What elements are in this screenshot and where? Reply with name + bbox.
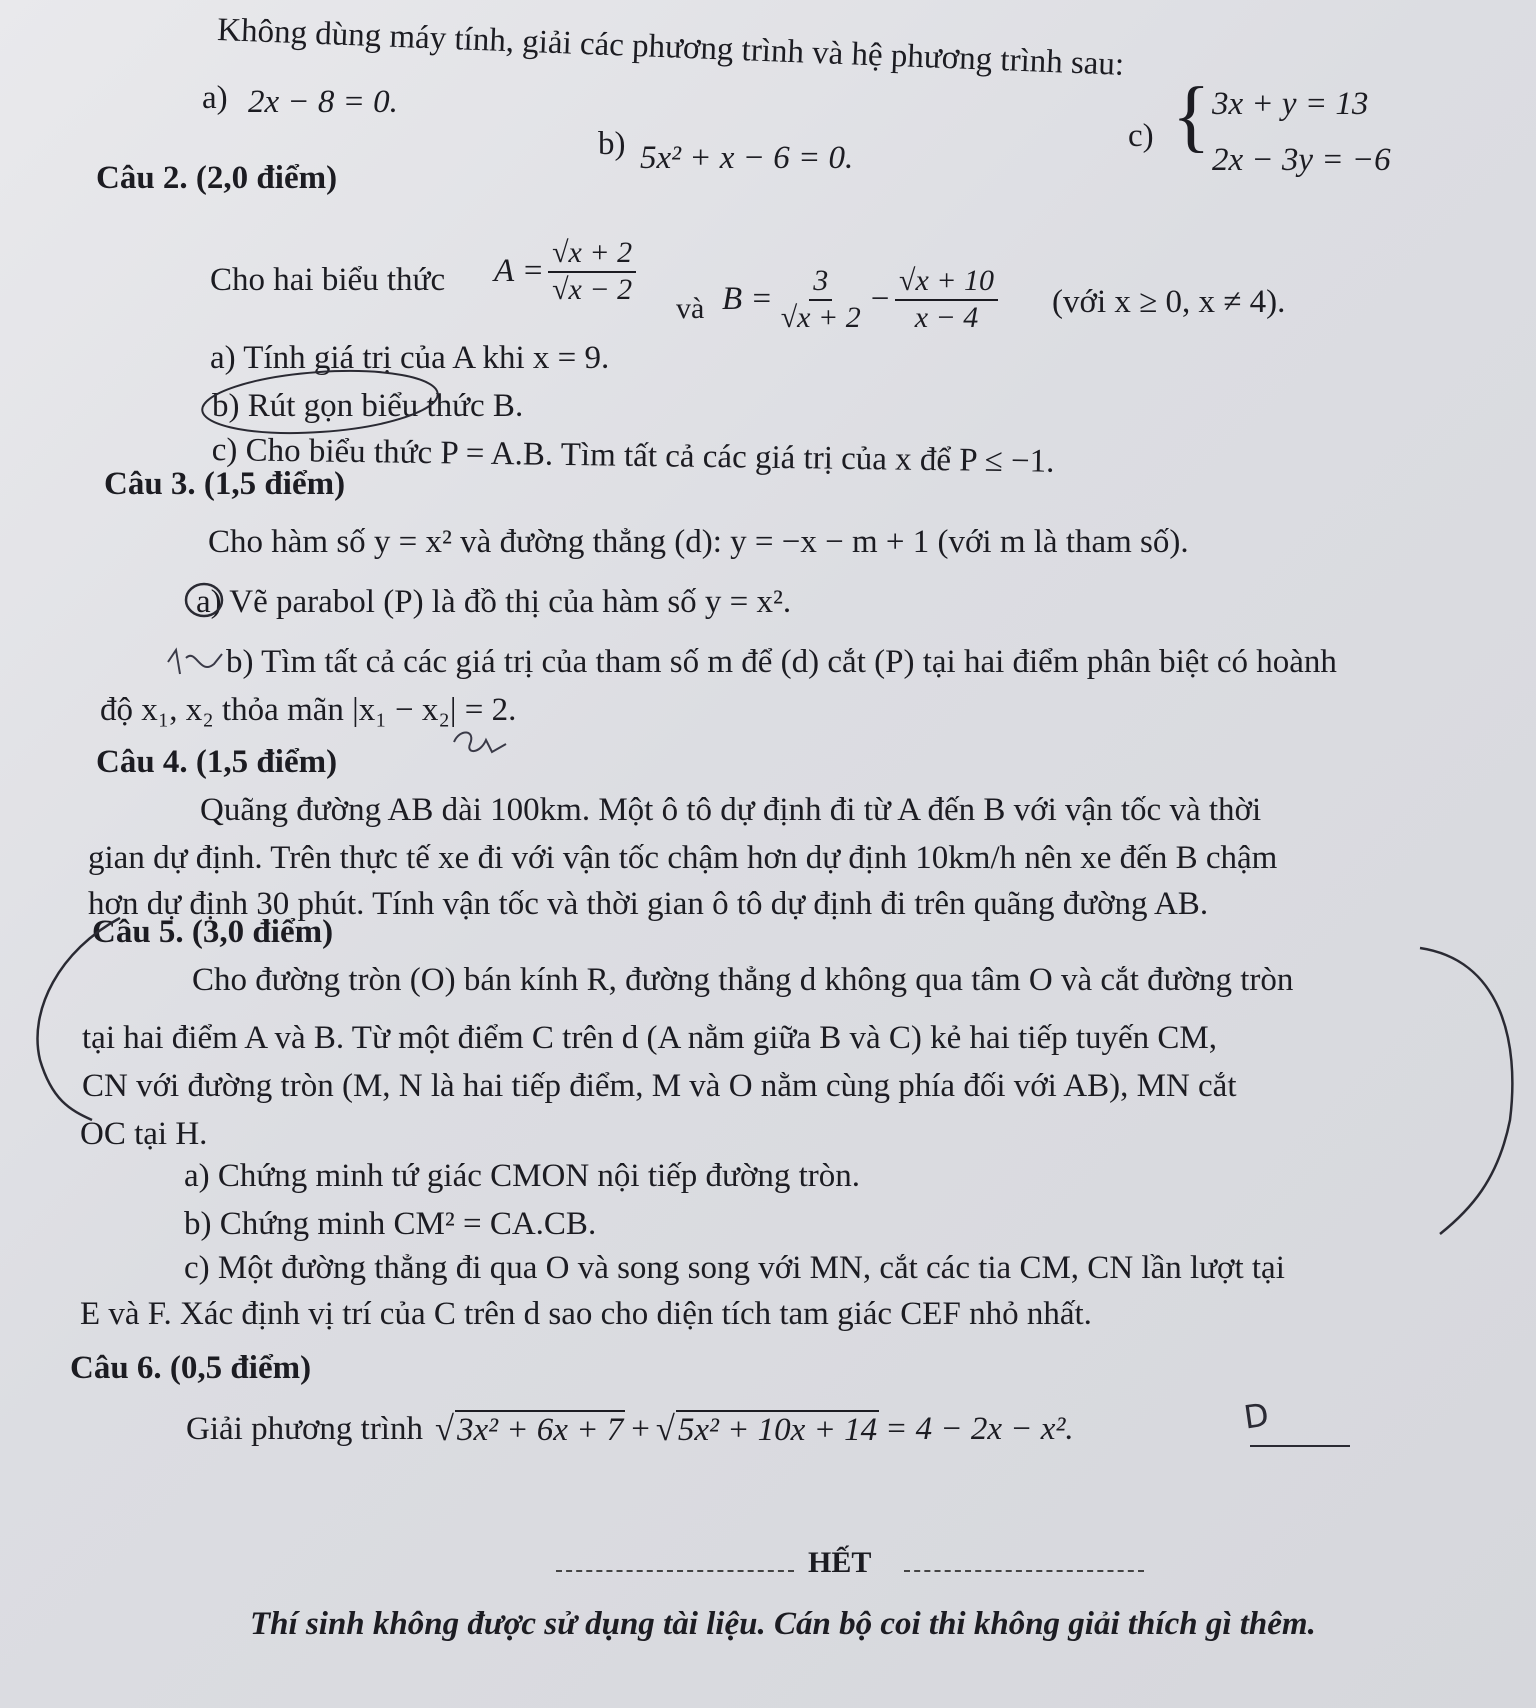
expression-a-fraction xyxy=(548,236,636,307)
footer-note: Thí sinh không được sử dụng tài liệu. Cán bộ coi thi không giải thích gì thêm. xyxy=(250,1606,1316,1642)
q3-part-b-line-1: b) Tìm tất cả các giá trị của tham số m để (d) cắt (P) tại hai điểm phân biệt có hoành xyxy=(226,644,1337,680)
q2-intro: Cho hai biểu thức xyxy=(210,262,446,298)
q3-part-b-line-2: độ x₁, x₂ thỏa mãn |x₁ − x₂| = 2. xyxy=(100,692,517,728)
q1-c-label: c) xyxy=(1128,118,1154,154)
q4-line-3: hơn dự định 30 phút. Tính vận tốc và thời gian ô tô dự định đi trên quãng đường AB. xyxy=(88,886,1209,922)
expression-b xyxy=(722,264,1002,335)
q2-and: và xyxy=(676,292,705,325)
q1-b-equation: 5x² + x − 6 = 0. xyxy=(640,140,854,176)
q6-intro: Giải phương trình xyxy=(186,1411,423,1447)
q1-a-label: a) xyxy=(202,80,228,116)
expression-b-fraction-1 xyxy=(777,264,865,335)
expression-a xyxy=(494,236,640,307)
scribble-mark-q3b xyxy=(168,650,222,674)
end-rule-left xyxy=(556,1570,794,1572)
end-marker: HẾT xyxy=(808,1546,872,1579)
q5-line-1: Cho đường tròn (O) bán kính R, đường thẳng d không qua tâm O và cắt đường tròn xyxy=(192,962,1294,998)
expression-a-lhs: A = xyxy=(494,252,545,289)
expression-a-numerator: √x + 2 xyxy=(548,236,636,273)
q6-radical-2: √5x² + 10x + 14 xyxy=(655,1410,878,1448)
q6-equation xyxy=(186,1410,1074,1450)
q2-part-c: c) Cho biểu thức P = A.B. Tìm tất cả các giá trị của x để P ≤ −1. xyxy=(211,432,1055,480)
q2-title: Câu 2. (2,0 điểm) xyxy=(96,160,338,196)
q5-part-c-line-1: c) Một đường thẳng đi qua O và song song với MN, cắt các tia CM, CN lần lượt tại xyxy=(184,1250,1285,1286)
q3-part-a: a) Vẽ parabol (P) là đồ thị của hàm số y = x². xyxy=(196,584,792,620)
q5-part-c-line-2: E và F. Xác định vị trí của C trên d sao cho diện tích tam giác CEF nhỏ nhất. xyxy=(80,1296,1092,1332)
expression-b-lhs: B = xyxy=(722,280,773,317)
q3-intro: Cho hàm số y = x² và đường thẳng (d): y = −x − m + 1 (với m là tham số). xyxy=(208,524,1189,560)
q5-part-b: b) Chứng minh CM² = CA.CB. xyxy=(184,1206,597,1242)
q6-plus: + xyxy=(631,1411,650,1447)
q2-part-a: a) Tính giá trị của A khi x = 9. xyxy=(210,340,610,376)
expression-b-minus: − xyxy=(868,280,891,317)
q1-c-equation-2: 2x − 3y = −6 xyxy=(1212,142,1391,178)
q4-line-1: Quãng đường AB dài 100km. Một ô tô dự định đi từ A đến B với vận tốc và thời xyxy=(200,792,1262,828)
q4-line-2: gian dự định. Trên thực tế xe đi với vận tốc chậm hơn dự định 10km/h nên xe đến B chậm xyxy=(88,840,1278,876)
q6-right-side: = 4 − 2x − x². xyxy=(885,1411,1074,1447)
system-brace: { xyxy=(1172,72,1211,160)
end-rule-right xyxy=(904,1570,1144,1572)
expression-b-numerator-1: 3 xyxy=(809,264,832,301)
q2-part-b: b) Rút gọn biểu thức B. xyxy=(212,388,524,424)
expression-b-numerator-2: √x + 10 xyxy=(895,264,998,301)
q4-title: Câu 4. (1,5 điểm) xyxy=(96,744,338,780)
q5-line-4: OC tại H. xyxy=(80,1116,208,1152)
q1-a-equation: 2x − 8 = 0. xyxy=(248,84,398,120)
q2-condition: (với x ≥ 0, x ≠ 4). xyxy=(1052,284,1286,320)
bracket-mark-q5-right xyxy=(1420,948,1512,1234)
q1-intro: Không dùng máy tính, giải các phương trình và hệ phương trình sau: xyxy=(216,12,1125,83)
q6-title: Câu 6. (0,5 điểm) xyxy=(70,1350,312,1386)
scribble-mark-q3 xyxy=(454,732,506,752)
q5-title: Câu 5. (3,0 điểm) xyxy=(92,914,334,950)
q5-part-a: a) Chứng minh tứ giác CMON nội tiếp đường tròn. xyxy=(184,1158,861,1194)
q6-radical-1: √3x² + 6x + 7 xyxy=(434,1410,624,1448)
q3-title: Câu 3. (1,5 điểm) xyxy=(104,466,346,502)
handwritten-mark: D xyxy=(1241,1395,1272,1437)
q5-line-3: CN với đường tròn (M, N là hai tiếp điểm, M và O nằm cùng phía đối với AB), MN cắt xyxy=(82,1068,1237,1104)
expression-a-denominator: √x − 2 xyxy=(552,272,633,306)
expression-b-fraction-2 xyxy=(895,264,998,335)
expression-b-denominator-2: x − 4 xyxy=(914,300,979,334)
q5-line-2: tại hai điểm A và B. Từ một điểm C trên d (A nằm giữa B và C) kẻ hai tiếp tuyến CM, xyxy=(82,1020,1218,1056)
expression-b-denominator-1: √x + 2 xyxy=(780,300,861,334)
q1-b-label: b) xyxy=(598,126,626,162)
q1-c-equation-1: 3x + y = 13 xyxy=(1212,86,1369,122)
